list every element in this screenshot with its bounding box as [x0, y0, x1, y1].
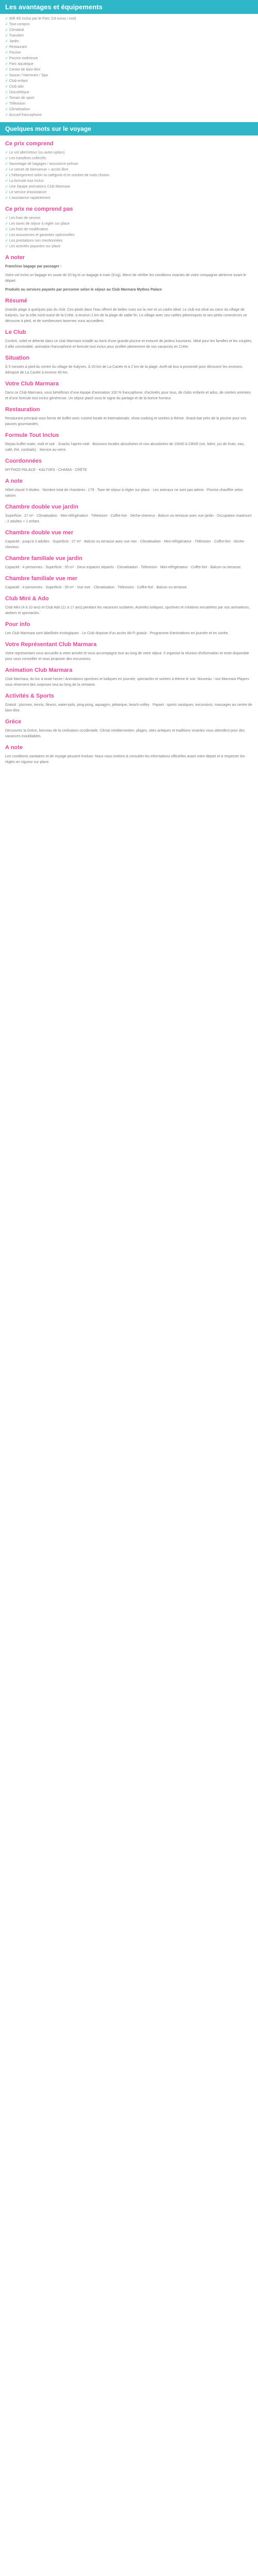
situation-text: À 5 minutes à pied du centre du village de Kalyves. À 20 km de La Canée et à 2 km de la plage. Arrêt de bus à proximité pour découvrir les environs. Aéroport de La Canée à environ 40 km.	[5, 365, 244, 375]
room-3-text: Capacité : 4 personnes · Superficie : 35 m² · Deux espaces séparés · Climatisation · Télévision · Mini-réfrigérateur · Coffre-fort · Balcon ou terrasse.	[5, 566, 242, 569]
list-item: ✓ L'assistance rapatriement	[5, 195, 253, 201]
note-label: Produits ou services payants par personne selon le séjour au Club Marmara Mythos Palace	[5, 288, 162, 292]
list-item: ✓ Les transferts collectifs	[5, 156, 253, 161]
list-item: ✓ Sauvetage de bagages / assurance prévue	[5, 161, 253, 167]
list-item: ✓ Club enfant	[5, 78, 253, 84]
heading-coordonnees: Coordonnées	[5, 458, 42, 464]
heading-sports: Activités & Sports	[5, 693, 54, 699]
restauration-text: Restaurant principal sous forme de buffet avec cuisine locale et internationale, show cooking et soirées à thème. Snack-bar près de la piscine pour vos pauses gourmandes.	[5, 417, 247, 426]
heading-club: Le Club	[5, 329, 26, 335]
representant-text: Votre représentant vous accueille à votre arrivée et vous accompagne tout au long de votre séjour. Il organise la réunion d'information et reste disponible pour vous conseiller et vous proposer des excursions.	[5, 652, 249, 661]
a-note-2-text: Les conditions sanitaires et de voyage peuvent évoluer. Nous vous invitons à consulter les informations officielles avant votre départ et à respecter les règles en vigueur sur place.	[5, 755, 245, 764]
list-item: ✓ Une équipe animations Club Marmara	[5, 184, 253, 190]
pour-info-text: Les Club Marmara sont labellisés écologiques · Le Club dispose d'un accès Wi-Fi gratuit · Programme d'animations en journée et en soirée.	[5, 632, 229, 635]
list-item: ✓ Climatisé	[5, 27, 253, 33]
list-item: ✓ Piscine	[5, 50, 253, 56]
list-item: ✓ Wifi 4G inclus par le Parc (19 euros / nuit)	[5, 16, 253, 22]
animation-text: Club Marmara, du fun à toute heure ! Animations sportives et ludiques en journée, spectacles et soirées à thème le soir. Nouveau : nos Marmara Players vous réservent des surprises tout au long de la semaine.	[5, 677, 249, 687]
list-item: ✓ Tout compris	[5, 22, 253, 27]
list-item: ✓ Club ado	[5, 84, 253, 90]
note-body: Votre vol inclut un bagage en soute de 20 kg et un bagage à main (8 kg). Merci de vérifier les conditions exactes de votre compagnie aérienne avant le départ.	[5, 274, 246, 283]
list-item: ✓ Les activités payantes sur place	[5, 244, 253, 249]
equip-list	[0, 16, 258, 118]
heading-note: A noter	[5, 255, 25, 261]
heading-room-3: Chambre familiale vue jardin	[5, 555, 83, 562]
list-item: ✓ Terrain de sport	[5, 95, 253, 101]
list-item: ✓ Parc aquatique	[5, 61, 253, 67]
heading-animation: Animation Club Marmara	[5, 667, 73, 673]
list-item: ✓ Transfert	[5, 33, 253, 39]
list-item: ✓ Les frais de service	[5, 215, 253, 221]
heading-resume: Résumé	[5, 298, 27, 304]
list-item: ✓ L'hébergement selon la catégorie et le nombre de nuits choisis	[5, 173, 253, 178]
list-item: ✓ Les assurances et garanties optionnelles	[5, 232, 253, 238]
heading-room-1: Chambre double vue jardin	[5, 504, 78, 510]
list-item: ✓ Les taxes de séjour à régler sur place	[5, 221, 253, 227]
heading-excludes: Ce prix ne comprend pas	[5, 206, 73, 212]
heading-room-2: Chambre double vue mer	[5, 530, 74, 536]
heading-room-4: Chambre familiale vue mer	[5, 575, 78, 582]
facts-title: Quelques mots sur le voyage	[0, 122, 258, 135]
list-item: ✓ Jardin	[5, 39, 253, 44]
list-item: ✓ Le vol aller/retour (ou autre option)	[5, 150, 253, 156]
heading-a-note: A note	[5, 478, 23, 484]
list-item: ✓ Le service d'assistance	[5, 190, 253, 195]
list-item: ✓ Climatisation	[5, 107, 253, 112]
club-text: Confort, soleil et détente dans ce club Marmara installé au bord d'une grande piscine et entouré de jardins luxuriants. Idéal pour les familles et les couples, il allie convivialité, animation francophone et formule tout inclus pour profiter pleinement de vos vacances en Crète.	[5, 340, 252, 349]
heading-clubs: Club Mini & Ado	[5, 596, 49, 602]
heading-grece: Grèce	[5, 719, 22, 725]
heading-includes: Ce prix comprend	[5, 141, 54, 147]
votre-club-text: Dans ce Club Marmara, vous bénéficiez d'une équipe d'animation 100 % francophone, d'activités pour tous, de clubs enfants et ados, de soirées animées et d'une formule tout inclus généreuse. Un séjour placé sous le signe du partage et de la bonne humeur.	[5, 391, 251, 400]
heading-representant: Votre Représentant Club Marmara	[5, 641, 97, 648]
list-item: ✓ Centre de bien-être	[5, 67, 253, 73]
includes-list	[0, 150, 258, 201]
list-item: ✓ Le carnet de bienvenue + accès libre	[5, 167, 253, 173]
room-2-text: Capacité : jusqu'à 3 adultes · Superficie : 27 m² · Balcon ou terrasse avec vue mer · Climatisation · Mini-réfrigérateur · Télévision · Coffre-fort · Sèche-cheveux.	[5, 540, 245, 549]
list-item: ✓ Les prestations non mentionnées	[5, 238, 253, 244]
list-item: ✓ Restaurant	[5, 44, 253, 50]
heading-situation: Situation	[5, 355, 30, 361]
heading-a-note-2: A note	[5, 744, 23, 751]
a-note-text: Hôtel classé 5 étoiles · Nombre total de chambres : 179 · Taxe de séjour à régler sur place · Les animaux ne sont pas admis · Piscine chauffée selon saison.	[5, 488, 243, 498]
list-item: ✓ La formule tout inclus	[5, 178, 253, 184]
resume-text: Grande plage à quelques pas du club. Ces pieds dans l'eau offrent de belles vues sur la mer et un cadre idéal. Le club est situé au cœur du village de Kalyves, sur la côte nord-ouest de la Crète, à environ 2 km de la plage de sable fin. Le village avec ses ruelles pittoresques et ses petits commerces se découvre à pied, et de nombreuses tavernes vous accueillent.	[5, 308, 247, 323]
note-label: Franchise bagage par passager :	[5, 265, 62, 268]
heading-pour-info: Pour info	[5, 621, 30, 628]
clubs-text: Club Mini (4 à 10 ans) et Club Ado (11 à 17 ans) pendant les vacances scolaires. Activités ludiques, sportives et créatives encadrées par nos animateurs, ateliers et spectacles.	[5, 606, 250, 615]
room-1-text: Superficie : 27 m² · Climatisation · Mini-réfrigérateur · Télévision · Coffre-fort · Sèche-cheveux · Balcon ou terrasse avec vue jardin · Occupation maximum : 2 adultes + 1 enfant.	[5, 514, 252, 523]
list-item: ✓ Accueil francophone	[5, 112, 253, 118]
list-item: ✓ Discothèque	[5, 90, 253, 95]
list-item: ✓ Télévision	[5, 101, 253, 107]
room-4-text: Capacité : 4 personnes · Superficie : 35 m² · Vue mer · Climatisation · Télévision · Coffre-fort · Balcon ou terrasse.	[5, 586, 188, 589]
tout-inclus-text: Repas buffet matin, midi et soir · Snacks l'après-midi · Boissons locales alcoolisées et non alcoolisées de 10h00 à 23h00 (vin, bière, jus de fruits, eau, café, thé, cocktails) · Service au verre.	[5, 443, 245, 452]
list-item: ✓ Les frais de modification	[5, 227, 253, 232]
grece-text: Découvrez la Grèce, berceau de la civilisation occidentale. Climat méditerranéen, plages, sites antiques et traditions vivantes vous attendent pour des vacances inoubliables.	[5, 729, 245, 738]
list-item: ✓ Sauna / Hammam / Spa	[5, 73, 253, 78]
heading-votre-club: Votre Club Marmara	[5, 381, 59, 387]
list-item: ✓ Piscine extérieure	[5, 56, 253, 61]
sports-text: Gratuit : piscines, tennis, fitness, water-polo, ping-pong, aquagym, pétanque, beach-volley · Payant : sports nautiques, excursions, massages au centre de bien-être.	[5, 703, 252, 713]
equip-title: Les avantages et équipements	[0, 0, 258, 14]
coordonnees-text: MYTHOS PALACE - KALYVES - CHANIA - CRÈTE	[5, 468, 87, 472]
heading-tout-inclus: Formule Tout Inclus	[5, 432, 59, 438]
excludes-list	[0, 215, 258, 249]
heading-restauration: Restauration	[5, 406, 40, 413]
